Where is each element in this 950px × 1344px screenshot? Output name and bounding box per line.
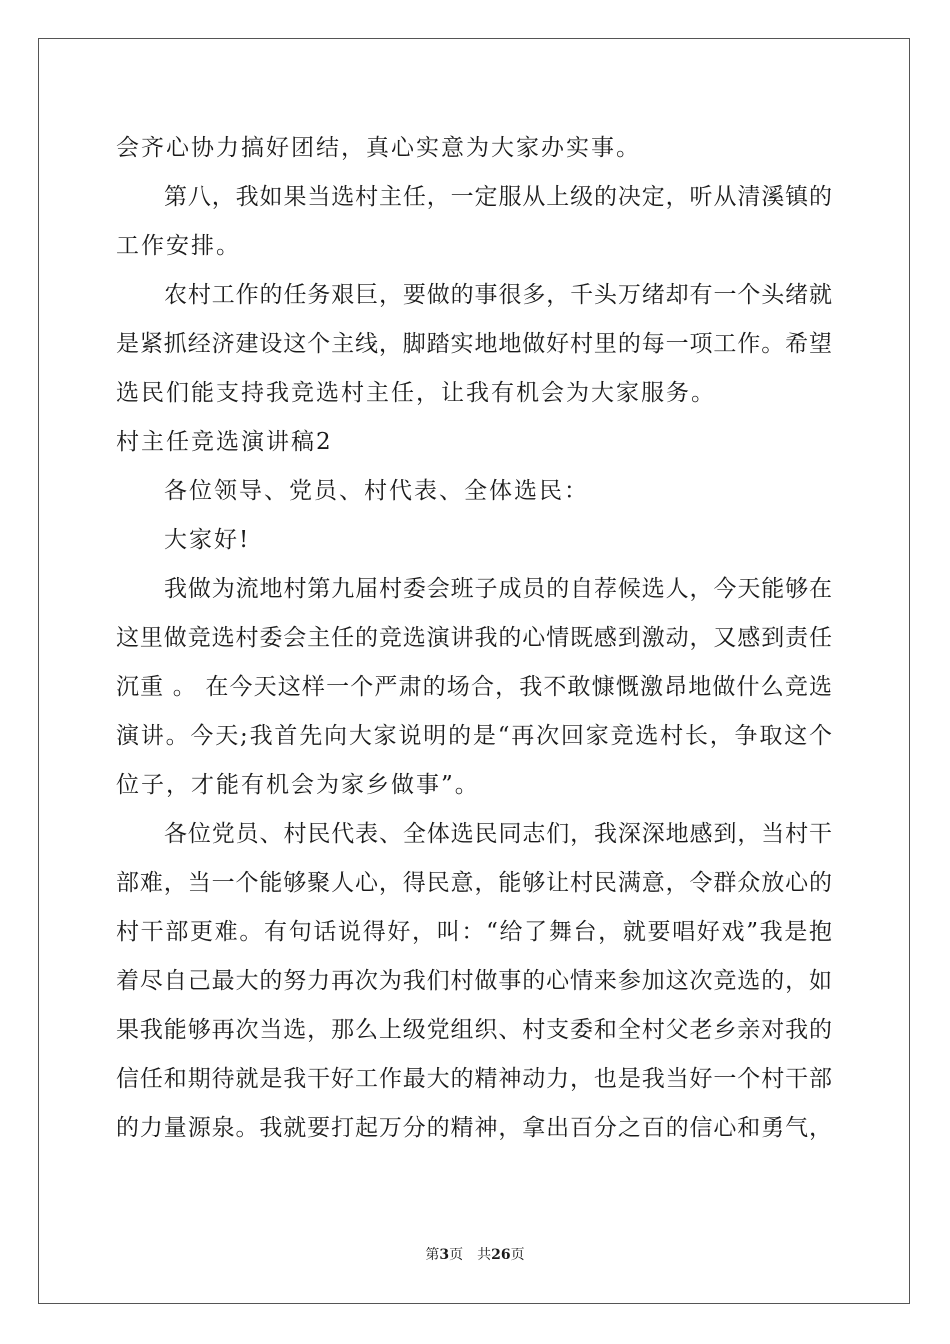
text-line: 信任和期待就是我干好工作最大的精神动力，也是我当好一个村干部 (116, 1066, 832, 1092)
text-line: 选民们能支持我竞选村主任，让我有机会为大家服务。 (116, 380, 716, 406)
footer-page-prefix: 第 (425, 1247, 440, 1263)
footer-page-suffix: 页 (510, 1247, 525, 1263)
paragraph-first-line: 各位党员、村民代表、全体选民同志们，我深深地感到，当村干 (164, 821, 832, 847)
text-line: 沉重 。 在今天这样一个严肃的场合，我不敢慷慨激昂地做什么竞选 (116, 674, 832, 700)
footer-page-total: 26 (491, 1247, 511, 1263)
text-line: 演讲。今天;我首先向大家说明的是“再次回家竞选村长，争取这个 (116, 723, 832, 749)
text-line: 这里做竞选村委会主任的竞选演讲我的心情既感到激动，又感到责任 (116, 625, 832, 651)
text-line: 村干部更难。有句话说得好，叫：“给了舞台，就要唱好戏”我是抱 (116, 919, 832, 945)
footer-page-mid: 页 共 (449, 1247, 492, 1263)
paragraph-first-line: 第八，我如果当选村主任，一定服从上级的决定，听从清溪镇的 (164, 184, 832, 210)
text-line: 的力量源泉。我就要打起万分的精神，拿出百分之百的信心和勇气， (116, 1115, 832, 1141)
text-line: 果我能够再次当选，那么上级党组织、村支委和全村父老乡亲对我的 (116, 1017, 832, 1043)
text-line: 部难，当一个能够聚人心，得民意，能够让村民满意，令群众放心的 (116, 870, 832, 896)
page-footer (0, 1246, 950, 1264)
text-line: 着尽自己最大的努力再次为我们村做事的心情来参加这次竞选的，如 (116, 968, 832, 994)
paragraph-first-line: 我做为流地村第九届村委会班子成员的自荐候选人，今天能够在 (164, 576, 832, 602)
text-line: 工作安排。 (116, 233, 241, 259)
text-line: 位子，才能有机会为家乡做事”。 (116, 772, 480, 798)
greeting: 大家好! (164, 527, 251, 553)
section-heading: 村主任竞选演讲稿2 (116, 429, 333, 455)
footer-page-number: 3 (439, 1247, 450, 1263)
salutation: 各位领导、党员、村代表、全体选民： (164, 478, 589, 504)
text-line: 会齐心协力搞好团结，真心实意为大家办实事。 (116, 135, 641, 161)
text-line: 是紧抓经济建设这个主线，脚踏实地地做好村里的每一项工作。希望 (116, 331, 832, 357)
paragraph-first-line: 农村工作的任务艰巨，要做的事很多，千头万绪却有一个头绪就 (164, 282, 832, 308)
